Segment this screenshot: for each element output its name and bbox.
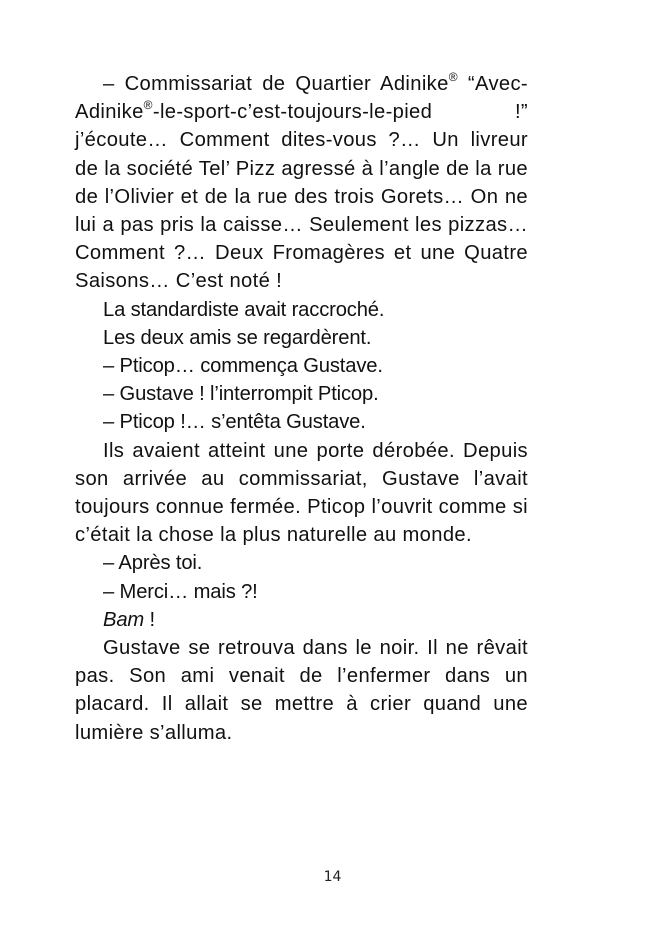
paragraph-porte: Ils avaient atteint une porte dérobée. Depuis son arrivée au commissariat, Gustave l’avait toujours connue fermée. Pticop l’ouvrit comme si c’était la chose la plus naturelle au monde. bbox=[75, 439, 528, 547]
phone-call-text-end: -le-sport-c’est-toujours-le-pied !” j’écoute… Comment dites-vous ?… Un livreur de la société Tel’ Pizz agressé à l’angle de la rue de l’Olivier et de la rue des trois Gorets… On ne lui a pas pris la caisse… Seulement les pizzas… Comment ?… Deux Fromagères et une Quatre Saisons… C’est noté ! bbox=[75, 101, 528, 293]
phone-call-text-middle: “Avec-Adinike bbox=[75, 73, 528, 124]
dialogue-line: – Pticop !… s’entêta Gustave. bbox=[103, 411, 366, 434]
paragraph-regard: Les deux amis se regardèrent. bbox=[103, 326, 372, 349]
paragraph-placard: Gustave se retrouva dans le noir. Il ne rêvait pas. Son ami venait de l’enfermer dans un placard. Il allait se mettre à crier quand une lumière s’alluma. bbox=[75, 637, 528, 744]
page-body bbox=[75, 70, 528, 747]
phone-call-text-start: – Commissariat de Quartier Adinike bbox=[103, 73, 449, 95]
dialogue-line: – Après toi. bbox=[103, 552, 203, 575]
bam-italic: Bam bbox=[103, 608, 145, 631]
dialogue-line: – Pticop… commença Gustave. bbox=[103, 355, 383, 378]
paragraph-phone-call bbox=[75, 70, 528, 296]
registered-mark: ® bbox=[448, 70, 458, 84]
registered-mark: ® bbox=[143, 98, 153, 113]
dialogue-line: – Merci… mais ?! bbox=[103, 580, 258, 603]
bam-rest: ! bbox=[144, 608, 155, 631]
paragraph-standardiste: La standardiste avait raccroché. bbox=[103, 298, 385, 321]
dialogue-line: – Gustave ! l’interrompit Pticop. bbox=[103, 383, 379, 406]
page-number: 14 bbox=[323, 869, 342, 885]
paragraph-bam bbox=[75, 606, 528, 634]
